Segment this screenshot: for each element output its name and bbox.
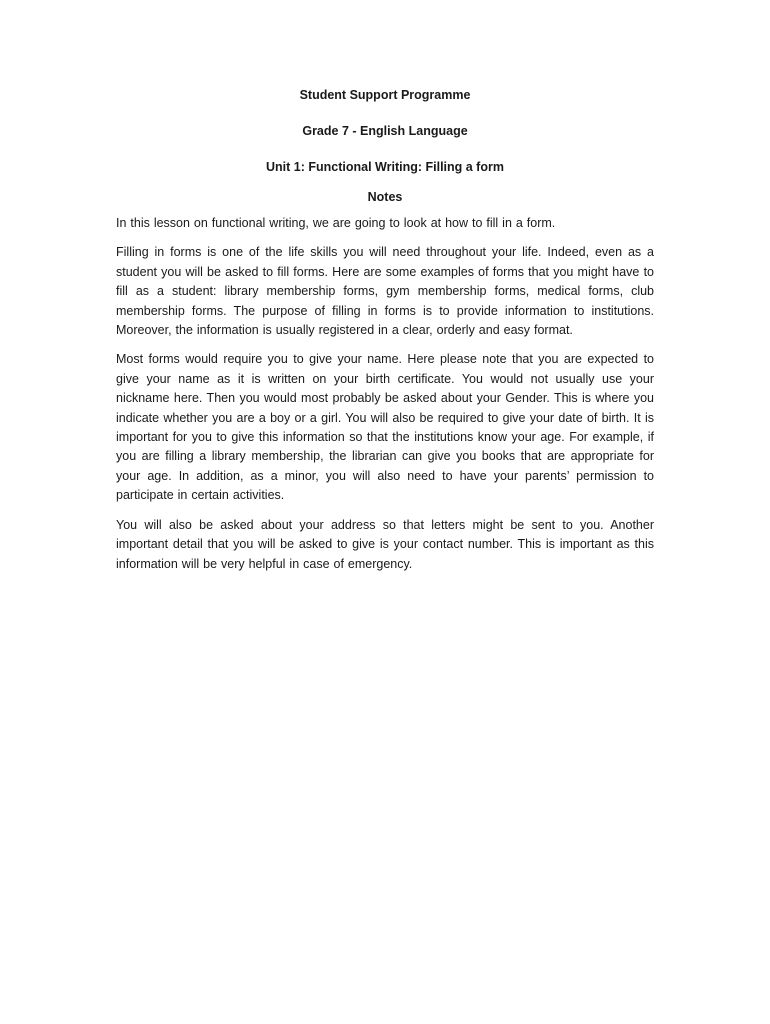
unit-heading: Unit 1: Functional Writing: Filling a form: [266, 160, 504, 174]
paragraph-intro: In this lesson on functional writing, we are going to look at how to fill in a form.: [116, 216, 556, 230]
paragraph-name-details: Most forms would require you to give your name. Here please note that you are expected to give your name as it is written on your birth certificate. You would not usually use your nickname here. Then you would most probably be asked about your Gender. This is where you indicate whether you are a boy or a girl. You will also be required to give your date of birth. It is important for you to give this information so that the institutions know your age. For example, if you are filling a library membership, the librarian can give you books that are appropriate for your age. In addition, as a minor, you will also need to have your parents’ permission to participate in certain activities.: [116, 352, 654, 503]
paragraph-life-skills: Filling in forms is one of the life skills you will need throughout your life. Indeed, even as a student you will be asked to fill forms. Here are some examples of forms that you might have to fill as a student: library membership forms, gym membership forms, medical forms, club membership forms. The purpose of filling in forms is to provide information to institutions. Moreover, the information is usually registered in a clear, orderly and easy format.: [116, 245, 654, 338]
document-title: Student Support Programme: [299, 88, 471, 102]
section-heading: Notes: [367, 190, 403, 204]
document-body: [116, 86, 654, 574]
grade-heading: Grade 7 - English Language: [302, 124, 468, 138]
paragraph-address-contact: You will also be asked about your address so that letters might be sent to you. Another important detail that you will be asked to give is your contact number. This is important as this information will be very helpful in case of emergency.: [116, 517, 654, 571]
